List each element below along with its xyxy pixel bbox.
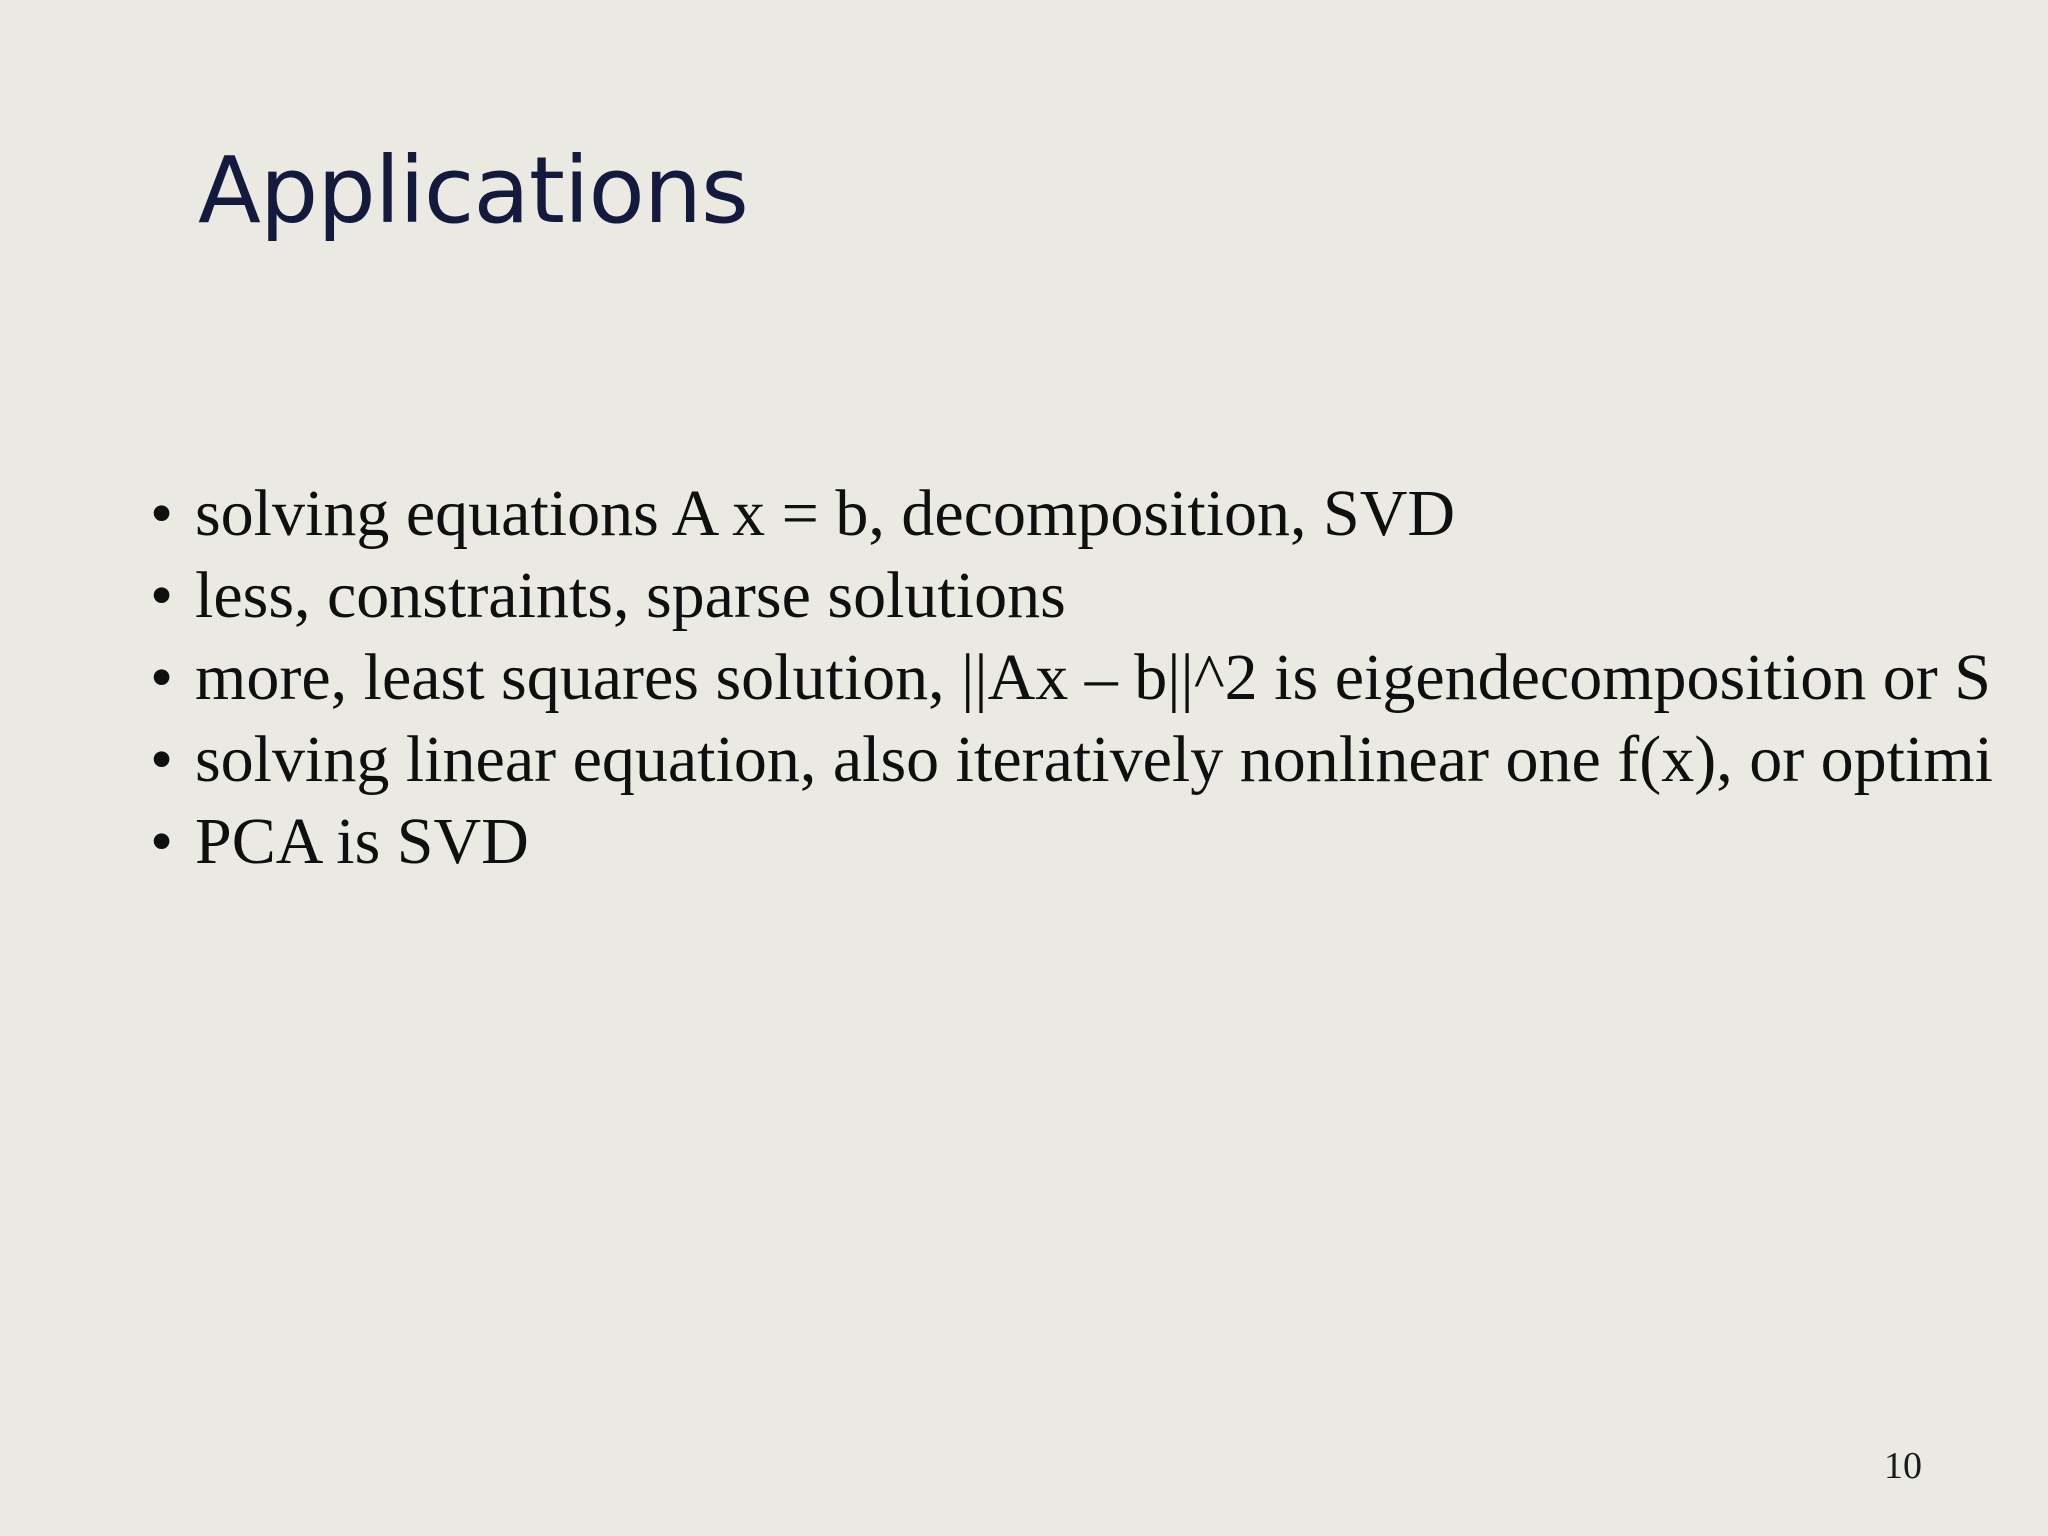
page-number: 10 xyxy=(1884,1445,1922,1487)
bullet-item xyxy=(150,637,1993,719)
bullet-dot-icon: • xyxy=(150,805,174,878)
bullet-text: solving equations A x = b, decomposition, SVD xyxy=(195,477,1456,550)
bullet-dot-icon: • xyxy=(150,477,174,550)
bullet-text: solving linear equation, also iteratively nonlinear one f(x), or optimi xyxy=(195,723,1994,796)
bullet-item xyxy=(150,555,1993,637)
bullet-dot-icon: • xyxy=(150,641,174,714)
bullet-item xyxy=(150,473,1993,555)
slide-title: Applications xyxy=(198,137,748,244)
bullet-item xyxy=(150,801,1993,883)
bullet-text: less, constraints, sparse solutions xyxy=(195,559,1066,632)
bullet-text: more, least squares solution, ||Ax – b||^2 is eigendecomposition or S xyxy=(195,641,1991,714)
bullet-text: PCA is SVD xyxy=(195,805,529,878)
bullet-list xyxy=(150,473,1993,883)
bullet-dot-icon: • xyxy=(150,559,174,632)
bullet-dot-icon: • xyxy=(150,723,174,796)
bullet-item xyxy=(150,719,1993,801)
